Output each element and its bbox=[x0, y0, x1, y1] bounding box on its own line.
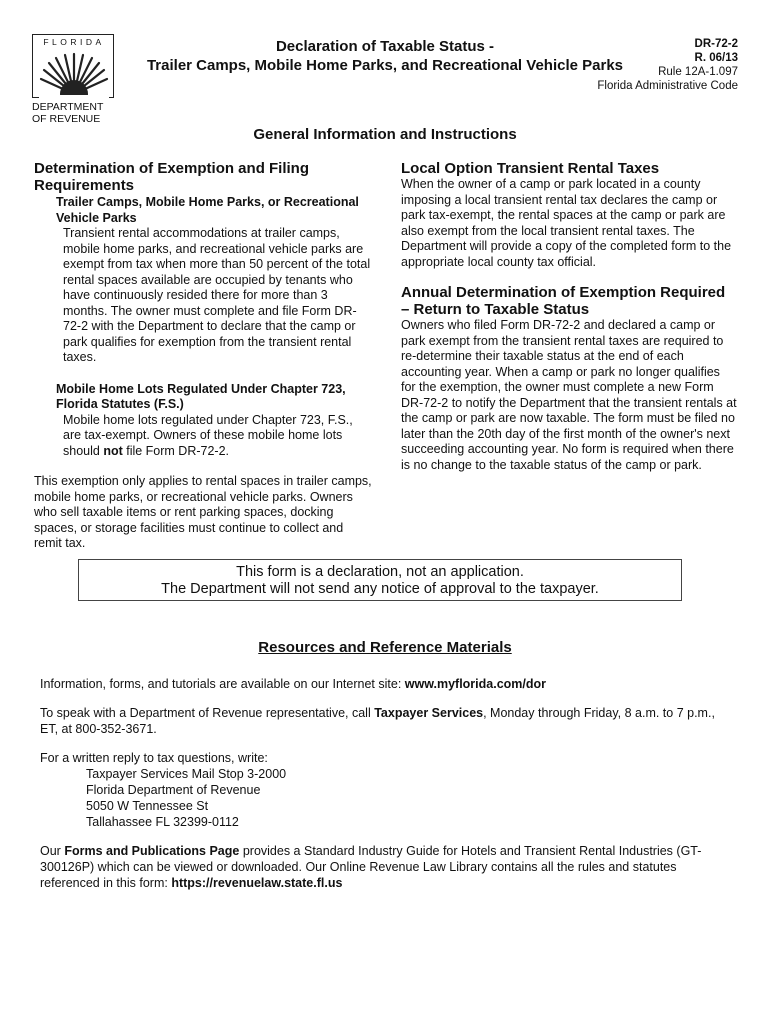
logo-state-name: FLORIDA bbox=[43, 37, 105, 47]
address-line: 5050 W Tennessee St bbox=[86, 799, 209, 813]
dor-website-link[interactable]: www.myflorida.com/dor bbox=[404, 677, 547, 691]
right-column bbox=[401, 160, 737, 473]
internet-paragraph: Information, forms, and tutorials are available on our Internet site: www.myflorida.com/dor bbox=[40, 677, 547, 691]
forms-paragraph: Our Forms and Publications Page provides a Standard Industry Guide for Hotels and Transient Rental Industries (GT-300126P) which can be viewed or downloaded. Our Online Revenue Law Library contains all the rules and statutes referenced in this form: https://revenuelaw.state.fl.us bbox=[40, 844, 702, 890]
logo-frame bbox=[32, 34, 114, 98]
form-code: Florida Administrative Code bbox=[597, 80, 738, 92]
annual-determination-heading: Annual Determination of Exemption Required – Return to Taxable Status bbox=[401, 284, 726, 318]
revenue-law-link[interactable]: https://revenuelaw.state.fl.us bbox=[171, 876, 343, 890]
resources-heading: Resources and Reference Materials bbox=[258, 639, 512, 656]
general-info-heading: General Information and Instructions bbox=[253, 126, 517, 143]
form-rule: Rule 12A-1.097 bbox=[658, 66, 738, 78]
logo-department-text: DEPARTMENT OF REVENUE bbox=[32, 101, 104, 125]
trailer-camps-body: Transient rental accommodations at trailer camps, mobile home parks, and recreational vehicle parks are exempt from tax when more than 50 percent of the total rental spaces available are occupied by tenants who have continuously resided there for more than 3 months. The owner must complete and file Form DR-72-2 with the Department to declare that the camp or park qualifies for exemption from the transient rental taxes. bbox=[63, 226, 371, 364]
declaration-notice-box: This form is a declaration, not an application. The Department will not send any notice of approval to the taxpayer. bbox=[78, 559, 682, 601]
address-line: Taxpayer Services Mail Stop 3-2000 bbox=[86, 767, 287, 781]
sunburst-icon bbox=[39, 48, 109, 98]
phone-paragraph: To speak with a Department of Revenue representative, call Taxpayer Services, Monday through Friday, 8 a.m. to 7 p.m., ET, at 800-352-3671. bbox=[40, 706, 715, 736]
mobile-home-body: Mobile home lots regulated under Chapter 723, F.S., are tax-exempt. Owners of these mobile home lots should not file Form DR-72-2. bbox=[63, 412, 353, 458]
mobile-home-subheading: Mobile Home Lots Regulated Under Chapter 723, Florida Statutes (F.S.) bbox=[56, 381, 346, 411]
trailer-camps-subheading: Trailer Camps, Mobile Home Parks, or Recreational Vehicle Parks bbox=[56, 195, 359, 225]
form-identifier bbox=[597, 37, 738, 93]
form-revision: R. 06/13 bbox=[694, 52, 738, 64]
forms-publications-link: Forms and Publications Page bbox=[64, 844, 240, 858]
address-line: Tallahassee FL 32399-0112 bbox=[86, 815, 239, 829]
florida-dor-logo bbox=[32, 34, 114, 128]
document-title: Declaration of Taxable Status - Trailer Camps, Mobile Home Parks, and Recreational Vehicle Parks bbox=[146, 38, 624, 74]
exemption-closing-text: This exemption only applies to rental spaces in trailer camps, mobile home parks, or recreational vehicle parks. Owners who sell taxable items or rent parking spaces, docking spaces, or storage facilities must continue to collect and remit tax. bbox=[34, 474, 372, 550]
exemption-heading: Determination of Exemption and Filing Requirements bbox=[34, 160, 310, 194]
left-column bbox=[34, 160, 374, 552]
resources-section bbox=[40, 676, 730, 904]
address-line: Florida Department of Revenue bbox=[86, 783, 261, 797]
mailing-paragraph: For a written reply to tax questions, write: Taxpayer Services Mail Stop 3-2000 Florida Department of Revenue 5050 W Tennessee St Tallahassee FL 32399-0112 bbox=[40, 751, 287, 829]
form-number: DR-72-2 bbox=[694, 38, 738, 50]
local-option-heading: Local Option Transient Rental Taxes bbox=[401, 160, 660, 177]
local-option-body: When the owner of a camp or park located in a county imposing a local transient rental tax declares the camp or park tax-exempt, the rental spaces at the camp or park are also exempt from the local transient rental taxes. The Department will provide a copy of the completed form to the appropriate local county tax official. bbox=[401, 177, 732, 269]
annual-determination-body: Owners who filed Form DR-72-2 and declared a camp or park exempt from the transient rental taxes are required to re-determine their taxable status at the end of each accounting year. When a camp or park no longer qualifies for the exemption, the owner must complete a new Form DR-72-2 to notify the Department that the transient rentals at the camp or park are now taxable. The form must be filed no later than the 20th day of the first month of the owner's next succeeding accounting year. No form is required when there is no change to the taxable status of the camp or park. bbox=[401, 318, 737, 472]
